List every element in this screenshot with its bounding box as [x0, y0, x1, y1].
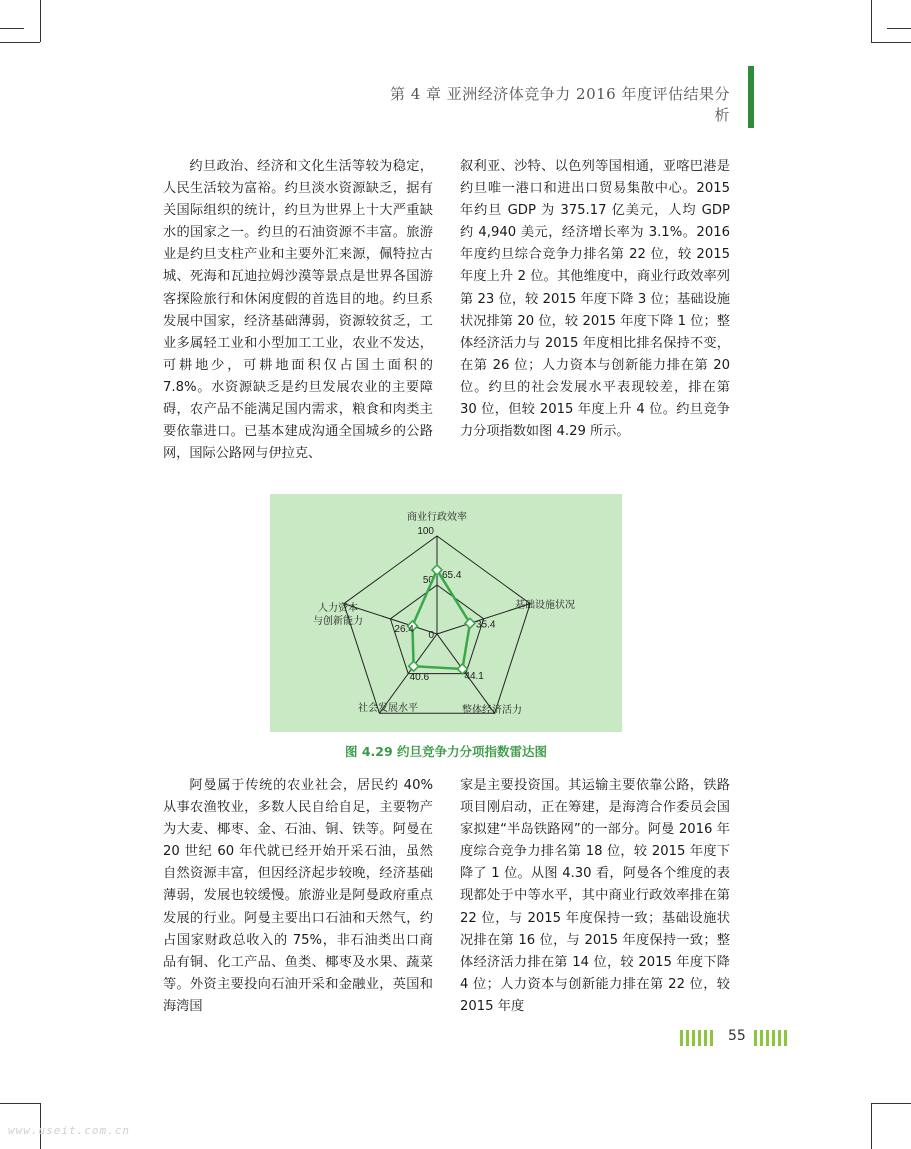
- footer-stripe: [754, 1030, 757, 1046]
- watermark: www.useit.com.cn: [8, 1124, 130, 1137]
- crop-mark: [0, 28, 24, 29]
- paragraph: 阿曼属于传统的农业社会，居民约 40% 从事农渔牧业，多数人民自给自足，主要物产为大麦、椰枣、金、石油、铜、铁等。阿曼在 20 世纪 60 年代就已经开始开采石油，虽然自然资源丰富，但因经济起步较晚，经济基础薄弱，发展也较缓慢。旅游业是阿曼政府重点发展的行业。阿曼主要出口石油和天然气，约占国家财政总收入的 75%，非石油类出口商品有铜、化工产品、鱼类、椰枣及水果、蔬菜等。外资主要投向石油开采和金融业，英国和海湾国: [163, 778, 433, 1014]
- crop-mark: [871, 42, 911, 43]
- crop-mark: [871, 1103, 872, 1149]
- radar-axis-label: 与创新能力: [313, 616, 363, 627]
- radar-chart-svg: [270, 494, 622, 732]
- page-number: 55: [728, 1028, 746, 1044]
- radar-axis-label: 商业行政效率: [407, 512, 467, 523]
- running-header: 第 4 章 亚洲经济体竞争力 2016 年度评估结果分析: [389, 85, 730, 124]
- section1-left-column: [163, 156, 433, 465]
- footer-stripe: [772, 1030, 775, 1046]
- radar-axis-label: 整体经济活力: [462, 705, 522, 716]
- section1-right-column: [460, 156, 730, 443]
- footer-stripe: [698, 1030, 701, 1046]
- crop-mark: [887, 28, 911, 29]
- footer-stripe: [760, 1030, 763, 1046]
- section2-left-column: [163, 775, 433, 1018]
- radar-point: [409, 661, 419, 671]
- crop-mark: [40, 0, 41, 42]
- radar-tick-label: 50: [422, 575, 434, 586]
- radar-axis-label: 基础设施状况: [515, 600, 575, 611]
- footer-stripe: [710, 1030, 713, 1046]
- radar-value-label: 65.4: [442, 569, 462, 581]
- footer-stripe: [766, 1030, 769, 1046]
- paragraph: 叙利亚、沙特、以色列等国相通，亚喀巴港是约旦唯一港口和进出口贸易集散中心。2015 年约旦 GDP 为 375.17 亿美元，人均 GDP 约 4,940 美元，经济增长率为 3.1%。2016 年度约旦综合竞争力排名第 22 位，较 2015 年度上升 2 位。其他维度中，商业行政效率列第 23 位，较 2015 年度下降 3 位；基础设施状况排第 20 位，较 2015 年度下降 1 位；整体经济活力与 2015 年度相比排名保持不变，在第 26 位；人力资本与创新能力排在第 20 位。约旦的社会发展水平表现较差，排在第 30 位，但较 2015 年度上升 4 位。约旦竞争力分项指数如图 4.29 所示。: [460, 159, 730, 440]
- radar-axis-label: 人力资本: [318, 603, 358, 614]
- footer-stripe: [704, 1030, 707, 1046]
- radar-axis-label: 社会发展水平: [358, 703, 418, 714]
- footer-stripe: [784, 1030, 787, 1046]
- crop-mark: [0, 1103, 40, 1104]
- radar-tick-label: 0: [428, 630, 434, 641]
- radar-value-label: 44.1: [464, 670, 484, 682]
- radar-tick-label: 100: [417, 526, 434, 537]
- paragraph: 约旦政治、经济和文化生活等较为稳定，人民生活较为富裕。约旦淡水资源缺乏，据有关国际组织的统计，约旦为世界上十大严重缺水的国家之一。约旦的石油资源不丰富。旅游业是约旦支柱产业和主要外汇来源，佩特拉古城、死海和瓦迪拉姆沙漠等景点是世界各国游客探险旅行和休闲度假的首选目的地。约旦系发展中国家，经济基础薄弱，资源较贫乏，工业多属轻工业和小型加工工业，农业不发达，可耕地少，可耕地面积仅占国土面积的 7.8%。水资源缺乏是约旦发展农业的主要障碍，农产品不能满足国内需求，粮食和肉类主要依靠进口。已基本建成沟通全国城乡的公路网，国际公路网与伊拉克、: [163, 159, 433, 462]
- figure-caption: 图 4.29 约旦竞争力分项指数雷达图: [344, 744, 548, 759]
- radar-chart: [270, 494, 622, 732]
- radar-value-label: 35.4: [475, 619, 496, 631]
- section2-right-column: [460, 775, 730, 1018]
- paragraph: 家是主要投资国。其运输主要依靠公路，铁路项目刚启动，正在筹建，是海湾合作委员会国家拟建“半岛铁路网”的一部分。阿曼 2016 年度综合竞争力排名第 18 位，较 2015 年度下降了 1 位。从图 4.30 看，阿曼各个维度的表现都处于中等水平，其中商业行政效率排在第 22 位，与 2015 年度保持一致；基础设施状况排在第 16 位，与 2015 年度保持一致；整体经济活力排在第 14 位，较 2015 年度下降 4 位；人力资本与创新能力排在第 22 位，较 2015 年度: [460, 778, 730, 1014]
- radar-series-line: [412, 570, 470, 669]
- footer-stripe: [686, 1030, 689, 1046]
- radar-value-label: 26.4: [394, 624, 414, 636]
- crop-mark: [871, 1103, 911, 1104]
- radar-value-label: 40.6: [409, 672, 430, 684]
- crop-mark: [871, 0, 872, 42]
- crop-mark: [0, 42, 40, 43]
- footer-stripe: [680, 1030, 683, 1046]
- header-accent-bar: [748, 66, 754, 128]
- footer-stripe: [778, 1030, 781, 1046]
- footer-stripe: [692, 1030, 695, 1046]
